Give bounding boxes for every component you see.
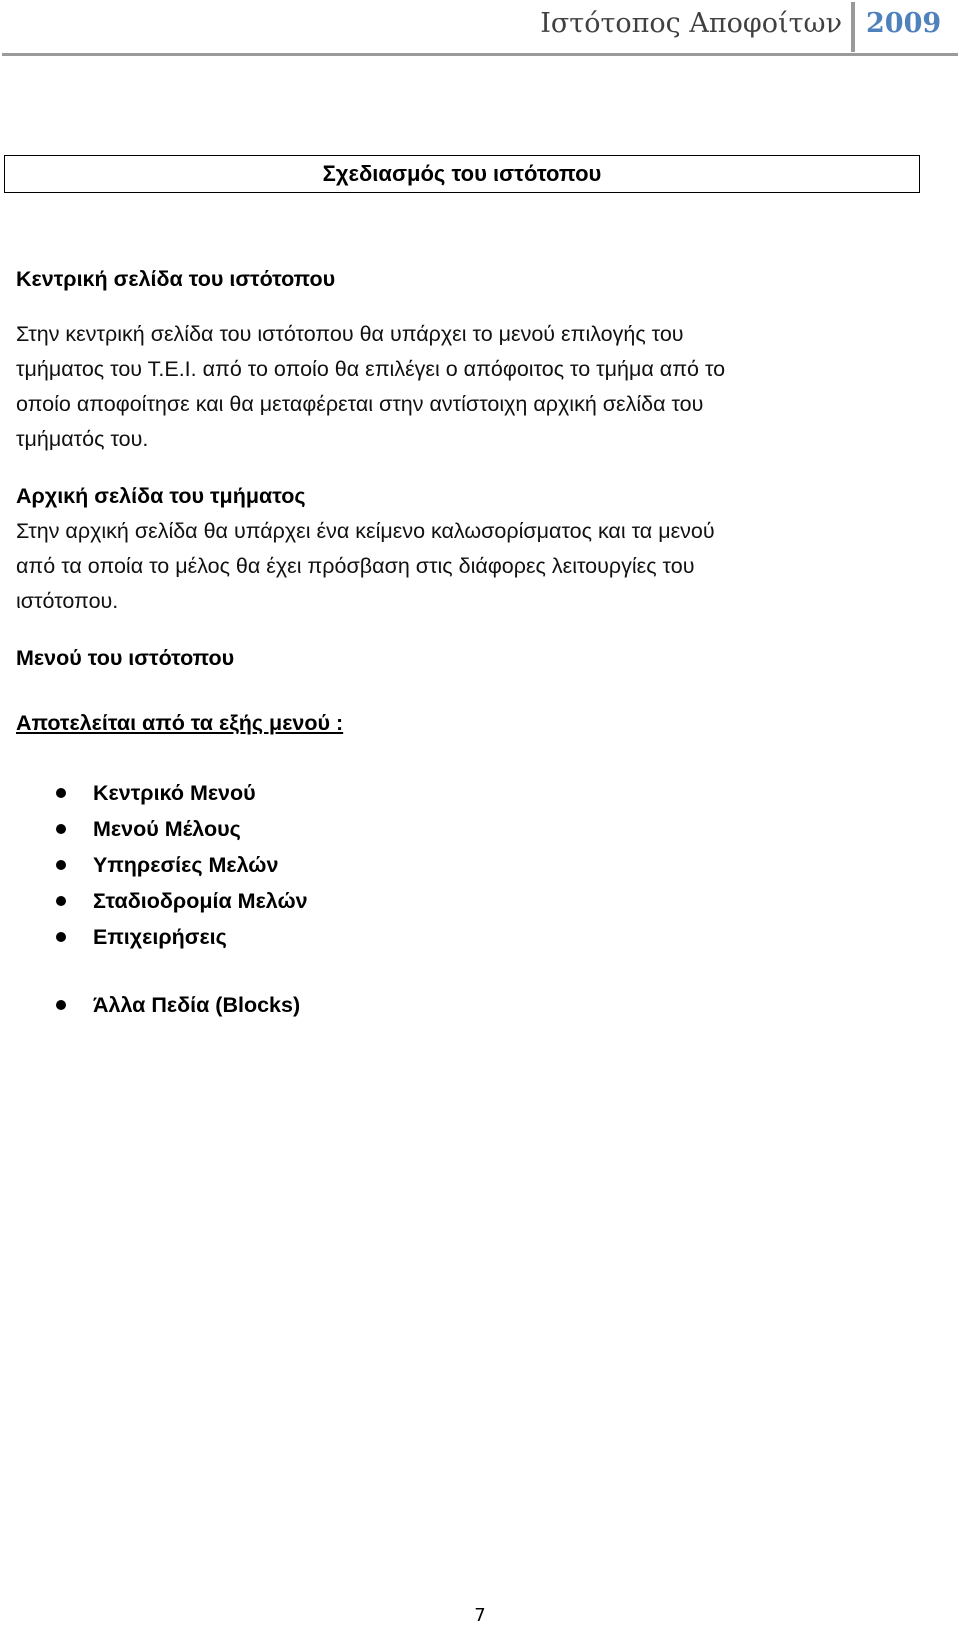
paragraph-line: Στην κεντρική σελίδα του ιστότοπου θα υπάρχει το μενού επιλογής του [16,322,684,346]
bullet-icon [56,860,66,870]
paragraph-line: ιστότοπου. [16,589,119,613]
list-item [16,987,916,1023]
header-divider [851,2,855,52]
paragraph-line: Στην αρχική σελίδα θα υπάρχει ένα κείμενο καλωσορίσματος και τα μενού [16,519,715,543]
list-item-label: Άλλα Πεδία (Blocks) [93,993,301,1017]
bullet-icon [56,1000,66,1010]
list-item-label: Μενού Μέλους [93,817,241,841]
menu-list-extra [16,987,916,1023]
list-item-label: Κεντρικό Μενού [93,781,256,805]
section-heading-main-page: Κεντρική σελίδα του ιστότοπου [16,267,336,291]
bullet-icon [56,788,66,798]
header-rule [2,53,958,56]
section-heading-department-page: Αρχική σελίδα του τμήματος [16,484,306,508]
paragraph-line: οποίο αποφοίτησε και θα μεταφέρεται στην αντίστοιχη αρχική σελίδα του [16,392,704,416]
document-title: Σχεδιασμός του ιστότοπου [322,161,602,186]
page-number: 7 [474,1605,486,1626]
paragraph-line: τμήματος του Τ.Ε.Ι. από το οποίο θα επιλέγει ο απόφοιτος το τμήμα από το [16,357,726,381]
page-header [0,0,960,58]
list-item [16,847,916,883]
list-item-label: Υπηρεσίες Μελών [93,853,279,877]
document-title-box [4,155,920,193]
list-item [16,919,916,955]
header-title: Ιστότοπος Αποφοίτων [540,8,842,39]
header-year: 2009 [866,8,942,39]
bullet-icon [56,932,66,942]
paragraph-line: από τα οποία το μέλος θα έχει πρόσβαση στις διάφορες λειτουργίες του [16,554,695,578]
list-item [16,883,916,919]
list-item [16,811,916,847]
bullet-icon [56,896,66,906]
list-item-label: Σταδιοδρομία Μελών [93,889,308,913]
menu-list-intro: Αποτελείται από τα εξής μενού : [16,711,344,735]
section-heading-site-menu: Μενού του ιστότοπου [16,646,235,670]
bullet-icon [56,824,66,834]
document-body [16,262,916,1023]
list-item-label: Επιχειρήσεις [93,925,227,949]
paragraph-line: τμήματός του. [16,427,149,451]
list-item [16,775,916,811]
menu-list [16,775,916,955]
